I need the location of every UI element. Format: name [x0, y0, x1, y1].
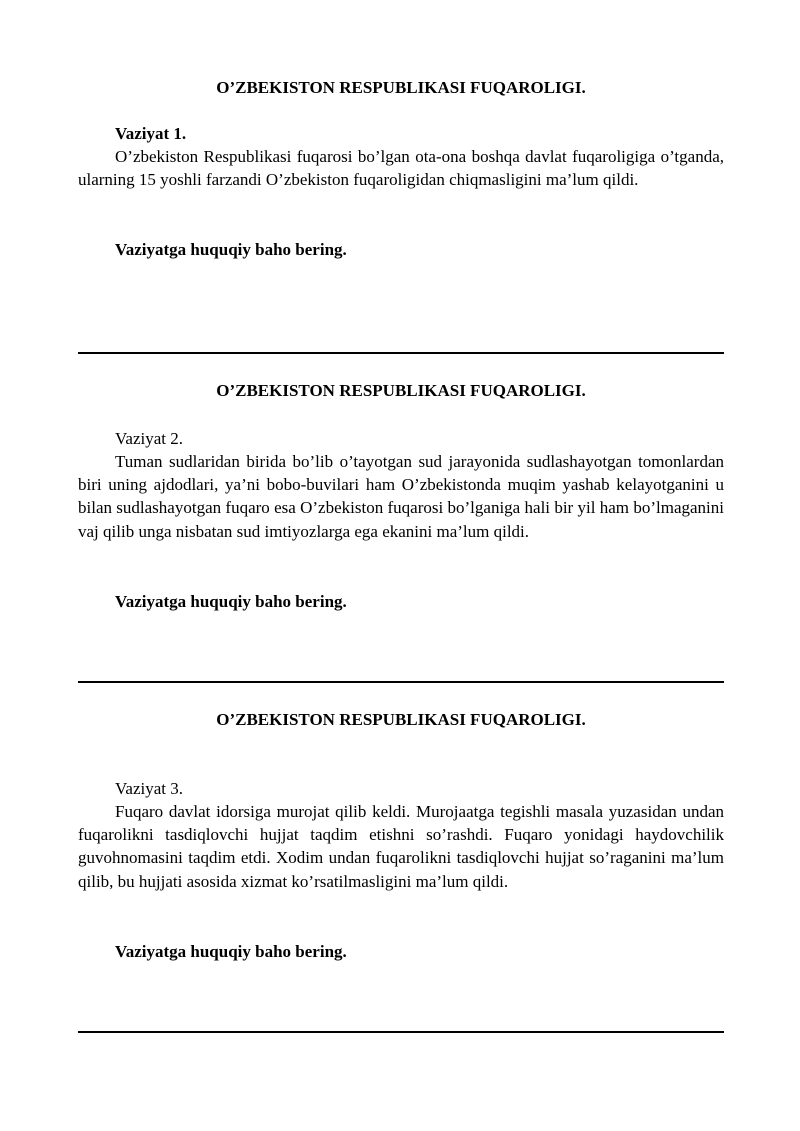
case-body: O’zbekiston Respublikasi fuqarosi bo’lgan ota-ona boshqa davlat fuqaroligiga o’tganda, ularning 15 yoshli farzandi O’zbekiston fuqaroligidan chiqmasligini ma’lum qildi.: [78, 147, 724, 190]
section-divider: [78, 681, 724, 683]
case-title: Vaziyat 3.: [115, 779, 183, 798]
section-heading: O’ZBEKISTON RESPUBLIKASI FUQAROLIGI.: [216, 381, 586, 400]
task-prompt: Vaziyatga huquqiy baho bering.: [115, 240, 347, 259]
section-heading: O’ZBEKISTON RESPUBLIKASI FUQAROLIGI.: [216, 78, 586, 97]
section-divider: [78, 1031, 724, 1033]
case-title: Vaziyat 2.: [115, 429, 183, 448]
section-divider: [78, 352, 724, 354]
case-body: Tuman sudlaridan birida bo’lib o’tayotgan sud jarayonida sudlashayotgan tomonlardan biri uning ajdodlari, ya’ni bobo-buvilari ham O’zbekistonda muqim yashab kelayotganini u bilan sudlashayotgan fuqaro esa O’zbekiston fuqarosi bo’lganiga hali bir yil ham bo’lmaganini vaj qilib unga nisbatan sud imtiyozlarga ega ekanini ma’lum qildi.: [78, 452, 724, 541]
case-body: Fuqaro davlat idorsiga murojat qilib keldi. Murojaatga tegishli masala yuzasidan undan fuqarolikni tasdiqlovchi hujjat taqdim etishni so’rashdi. Fuqaro yonidagi haydovchilik guvohnomasini taqdim etdi. Xodim undan fuqarolikni tasdiqlovchi hujjat so’raganini ma’lum qilib, bu hujjati asosida xizmat ko’rsatilmasligini ma’lum qildi.: [78, 802, 724, 891]
case-title: Vaziyat 1.: [115, 124, 187, 143]
task-prompt: Vaziyatga huquqiy baho bering.: [115, 592, 347, 611]
section-heading: O’ZBEKISTON RESPUBLIKASI FUQAROLIGI.: [216, 710, 586, 729]
task-prompt: Vaziyatga huquqiy baho bering.: [115, 942, 347, 961]
